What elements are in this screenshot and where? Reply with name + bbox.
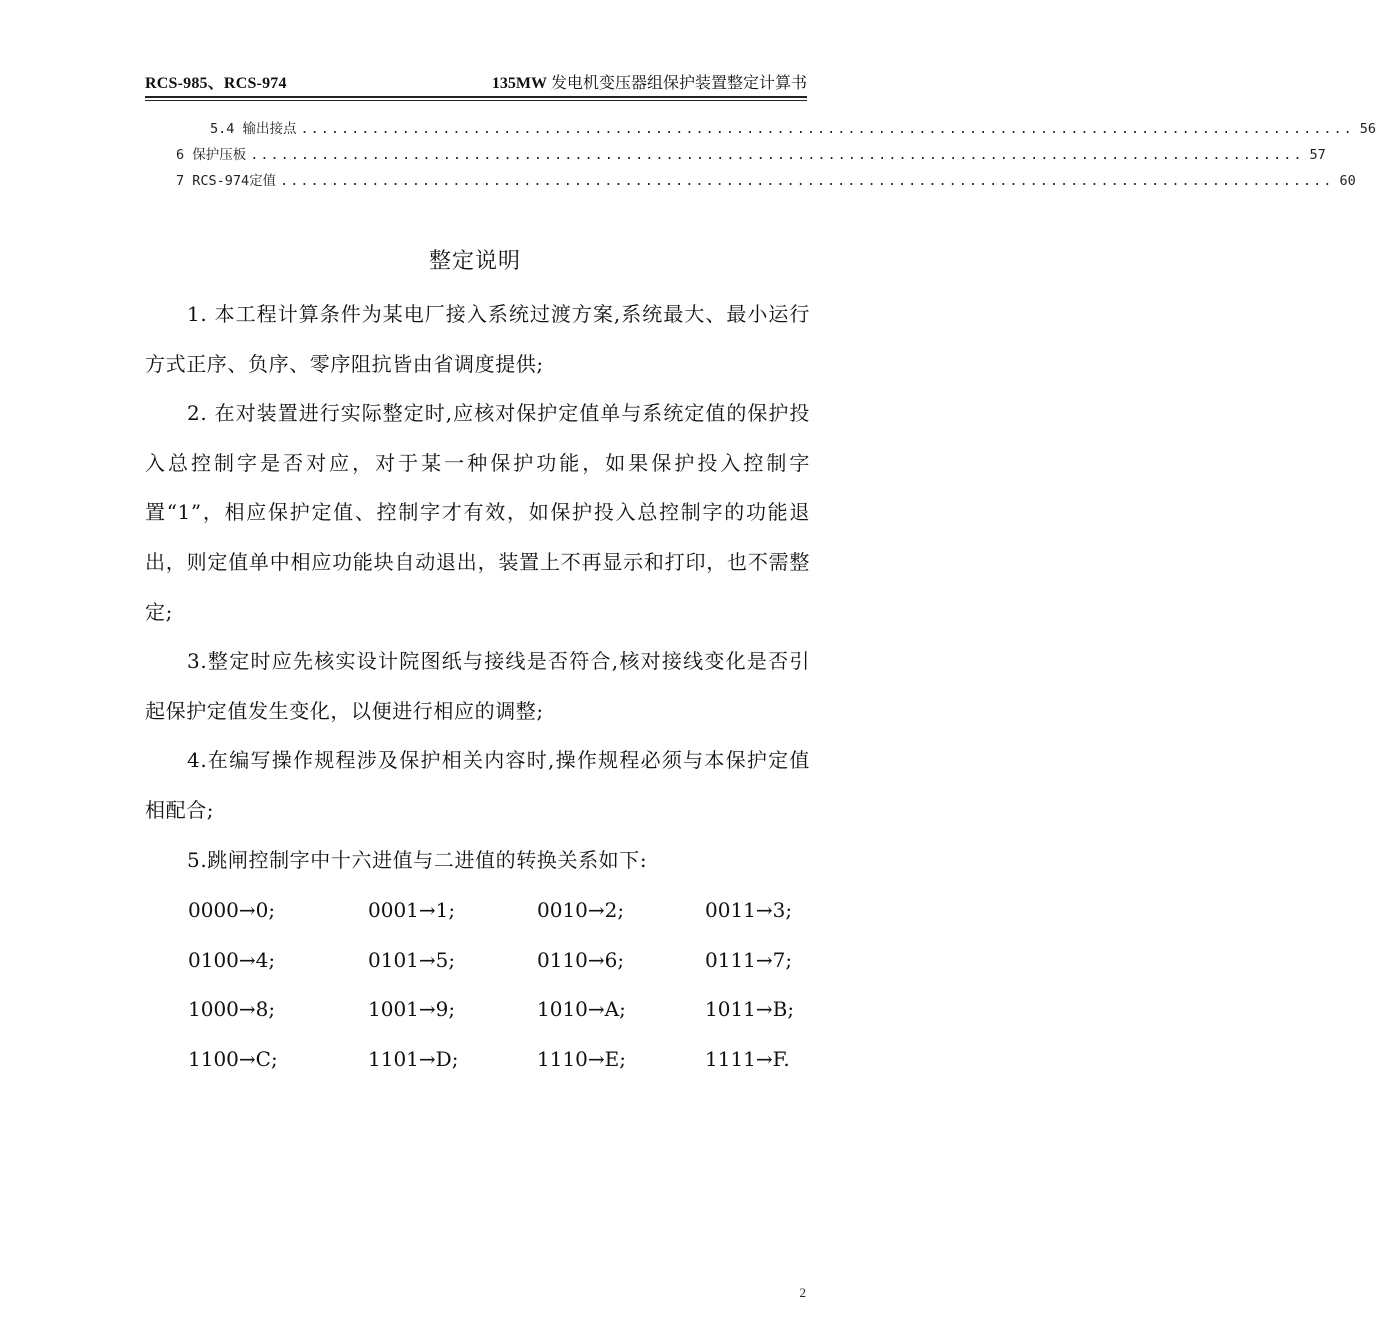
conversion-cell: 0001→1;	[368, 898, 456, 922]
conversion-cell: 1011→B;	[705, 997, 795, 1022]
header-right-bold: 135MW	[491, 75, 547, 92]
conversion-cell: 0101→5;	[368, 947, 456, 972]
conversion-cell: 1010→A;	[537, 997, 626, 1022]
toc-entry[interactable]	[145, 142, 1326, 168]
conversion-cell: 1110→E;	[537, 1046, 626, 1071]
paragraph: 5.跳闸控制字中十六进值与二进值的转换关系如下:	[187, 847, 648, 872]
body-text	[145, 290, 810, 885]
conversion-cell: 1101→D;	[368, 1046, 459, 1071]
table-of-contents	[145, 116, 1376, 194]
header-rule	[145, 100, 807, 101]
conversion-cell: 1111→F.	[705, 1046, 790, 1071]
toc-entry-page: 57	[1309, 147, 1326, 163]
conversion-row	[188, 1035, 808, 1085]
toc-entry-label: 5.4 输出接点	[210, 116, 301, 142]
toc-entry-label: 6 保护压板	[176, 142, 250, 168]
conversion-cell: 0000→0;	[188, 898, 276, 922]
toc-leader-dots: ........................................................................................................	[250, 147, 1304, 163]
conversion-cell: 1001→9;	[368, 997, 456, 1022]
page-number: 2	[799, 1285, 806, 1300]
conversion-cell: 0100→4;	[188, 947, 276, 972]
conversion-row	[188, 886, 808, 936]
toc-entry-page: 60	[1339, 173, 1356, 189]
section-title: 整定说明	[428, 249, 521, 274]
conversion-cell: 1100→C;	[188, 1046, 278, 1071]
conversion-cell: 0110→6;	[537, 947, 625, 972]
conversion-cell: 1000→8;	[188, 997, 276, 1022]
conversion-row	[188, 936, 808, 986]
conversion-cell: 0011→3;	[705, 898, 793, 922]
header-left-title: RCS-985、RCS-974	[145, 75, 287, 92]
toc-entry[interactable]	[145, 168, 1356, 194]
toc-entry[interactable]	[145, 116, 1376, 142]
hex-binary-conversion-table	[188, 886, 808, 1084]
conversion-cell: 0010→2;	[537, 898, 625, 922]
toc-entry-page: 56	[1359, 121, 1376, 137]
paragraph: 2. 在对装置进行实际整定时,应核对保护定值单与系统定值的保护投入总控制字是否对应，对于某一种保护功能，如果保护投入控制字置“1”，相应保护定值、控制字才有效，如保护投入总控制字的功能退出，则定值单中相应功能块自动退出，装置上不再显示和打印，也不需整定;	[145, 401, 810, 624]
paragraph: 1. 本工程计算条件为某电厂接入系统过渡方案,系统最大、最小运行方式正序、负序、零序阻抗皆由省调度提供;	[145, 302, 810, 376]
paragraph: 3.整定时应先核实设计院图纸与接线是否符合,核对接线变化是否引起保护定值发生变化，以便进行相应的调整;	[145, 649, 810, 723]
header-right-title	[492, 70, 807, 93]
conversion-cell: 0111→7;	[705, 947, 793, 972]
page-header	[145, 66, 807, 98]
header-right-text: 发电机变压器组保护装置整定计算书	[546, 75, 807, 92]
conversion-row	[188, 985, 808, 1035]
toc-entry-label: 7 RCS-974定值	[176, 168, 280, 194]
toc-leader-dots: ........................................................................................................	[300, 121, 1354, 137]
toc-leader-dots: ........................................................................................................	[280, 173, 1334, 189]
paragraph: 4.在编写操作规程涉及保护相关内容时,操作规程必须与本保护定值相配合;	[145, 748, 810, 822]
